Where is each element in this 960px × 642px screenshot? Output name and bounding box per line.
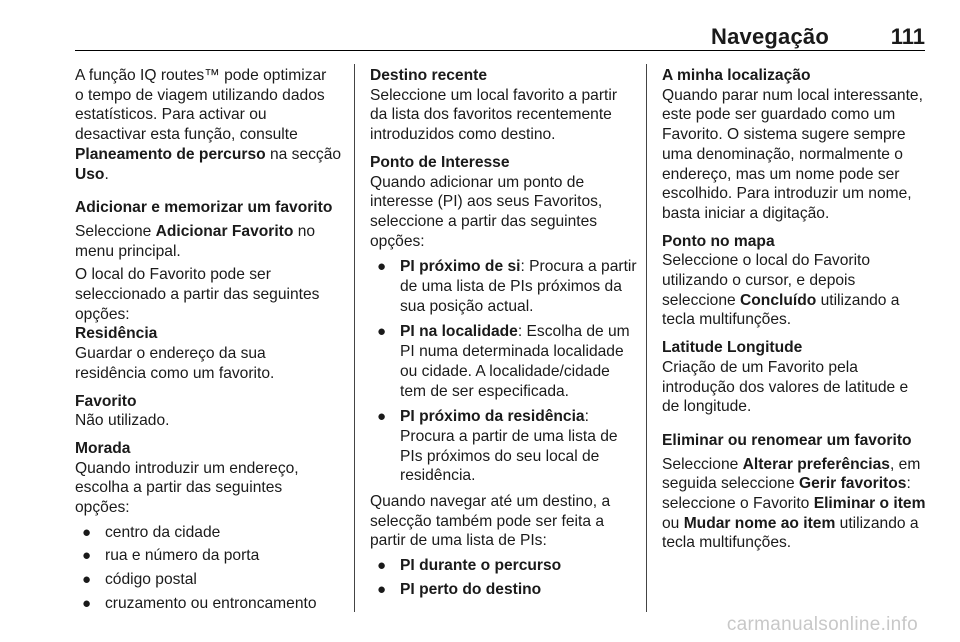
list-item: ● rua e número da porta [82,547,260,565]
list-item: ● PI na localidade: Escolha de um PI numa determinada localidade ou cidade. A localidade/cidade tem de ser especificada. [377,323,630,400]
text-line: escolha a partir das seguintes [75,479,283,497]
text-line: Uso. [75,165,109,183]
list-item: ● centro da cidade [82,523,221,541]
bullet-icon: ● [377,258,387,276]
list-item: ● cruzamento ou entroncamento [82,594,317,612]
subheading: Latitude Longitude [662,339,803,357]
text-line: A função IQ routes™ pode optimizar [75,67,327,84]
text-line: Seleccione o local do Favorito [662,252,871,270]
text-line: partir de uma lista de PIs: [370,532,547,550]
cross-reference: Planeamento de percurso [75,145,266,163]
text-line: Quando navegar até um destino, a [370,493,611,511]
bullet-icon: ● [377,557,387,575]
text-line: residência como um favorito. [75,364,275,382]
text-line: seleccione a partir das seguintes [370,212,598,230]
subheading: Morada [75,439,131,457]
text-line: Quando introduzir um endereço, [75,459,299,477]
bullet-icon: ● [377,408,387,426]
text-line: utilizando o cursor, e depois [662,272,856,290]
column-divider [646,64,647,612]
text-line: seguida seleccione Gerir favoritos: [662,475,911,493]
subheading: A minha localização [662,67,811,84]
list-item: ● PI próximo de si: Procura a partir de uma lista de PIs próximos da sua posição actual. [377,258,637,315]
text-line: ou Mudar nome ao item utilizando a [662,514,919,532]
subheading: Favorito [75,392,137,410]
text-line: uma denominação, normalmente o [662,145,903,163]
text-line: Seleccione um local favorito a partir [370,86,618,104]
section-heading: Adicionar e memorizar um favorito [75,199,333,217]
subheading: Destino recente [370,67,487,84]
text-line: Guardar o endereço da sua [75,345,266,363]
text-line: basta iniciar a digitação. [662,204,830,222]
text-line: opções: [370,232,425,250]
text-line: Não utilizado. [75,412,170,430]
text-line: endereço, mas um nome pode ser [662,165,900,183]
text-line: O local do Favorito pode ser [75,266,271,284]
text-line: Quando adicionar um ponto de [370,173,585,191]
text-line: tecla multifunções. [662,534,792,552]
text-line: desactivar esta função, consulte [75,126,298,144]
bullet-icon: ● [82,571,92,589]
page-title: Navegação [711,24,829,49]
text-line: da lista dos favoritos recentemente [370,106,612,124]
text-line: Criação de um Favorito pela [662,358,858,376]
page-number: 111 [890,24,925,49]
text-line: o tempo de viagem utilizando dados [75,86,325,104]
section-heading: Eliminar ou renomear um favorito [662,431,912,449]
text-line: Seleccione Alterar preferências, em [662,455,921,473]
bullet-icon: ● [377,580,387,598]
text-line: opções: [75,305,130,323]
column-2 [370,66,638,600]
text-line: seleccione o Favorito Eliminar o item [662,495,926,513]
list-item: ● PI durante o percurso [377,557,562,575]
subheading: Residência [75,325,158,343]
cross-reference: Uso [75,165,105,183]
column-divider [354,64,355,612]
text-line: escolhido. Para introduzir um nome, [662,185,912,203]
text-line: selecção também pode ser feita a [370,512,605,530]
text-line: introduzidos como destino. [370,126,556,144]
list-item: ● PI perto do destino [377,580,542,598]
watermark: carmanualsonline.info [726,614,918,635]
page-header [75,0,925,51]
list-item: ● código postal [82,571,197,589]
text-line: Planeamento de percurso na secção [75,145,342,163]
text-line: tecla multifunções. [662,311,792,329]
text-line: seleccionado a partir das seguintes [75,286,320,304]
bullet-icon: ● [377,323,387,341]
text-line: menu principal. [75,242,181,260]
subheading: Ponto de Interesse [370,153,510,171]
text-line: opções: [75,499,130,517]
column-1 [75,66,345,614]
text-line: estatísticos. Para activar ou [75,106,267,124]
text-line: interesse (PI) aos seus Favoritos, [370,193,603,211]
list-item: ● PI próximo da residência: Procura a partir de uma lista de PIs próximos do seu local de residência. [377,408,618,485]
text-line: Seleccione Adicionar Favorito no [75,222,316,240]
text-line: Favorito. O sistema sugere sempre [662,126,906,144]
text-line: introdução dos valores de latitude e [662,378,909,396]
text-line: de longitude. [662,398,752,416]
text-line: Quando parar num local interessante, [662,86,923,104]
subheading: Ponto no mapa [662,232,775,250]
column-3 [662,66,952,553]
text-line: este pode ser guardado como um [662,106,896,124]
bullet-icon: ● [82,594,92,612]
bullet-icon: ● [82,523,92,541]
bullet-icon: ● [82,547,92,565]
text-line: seleccione Concluído utilizando a [662,291,900,309]
